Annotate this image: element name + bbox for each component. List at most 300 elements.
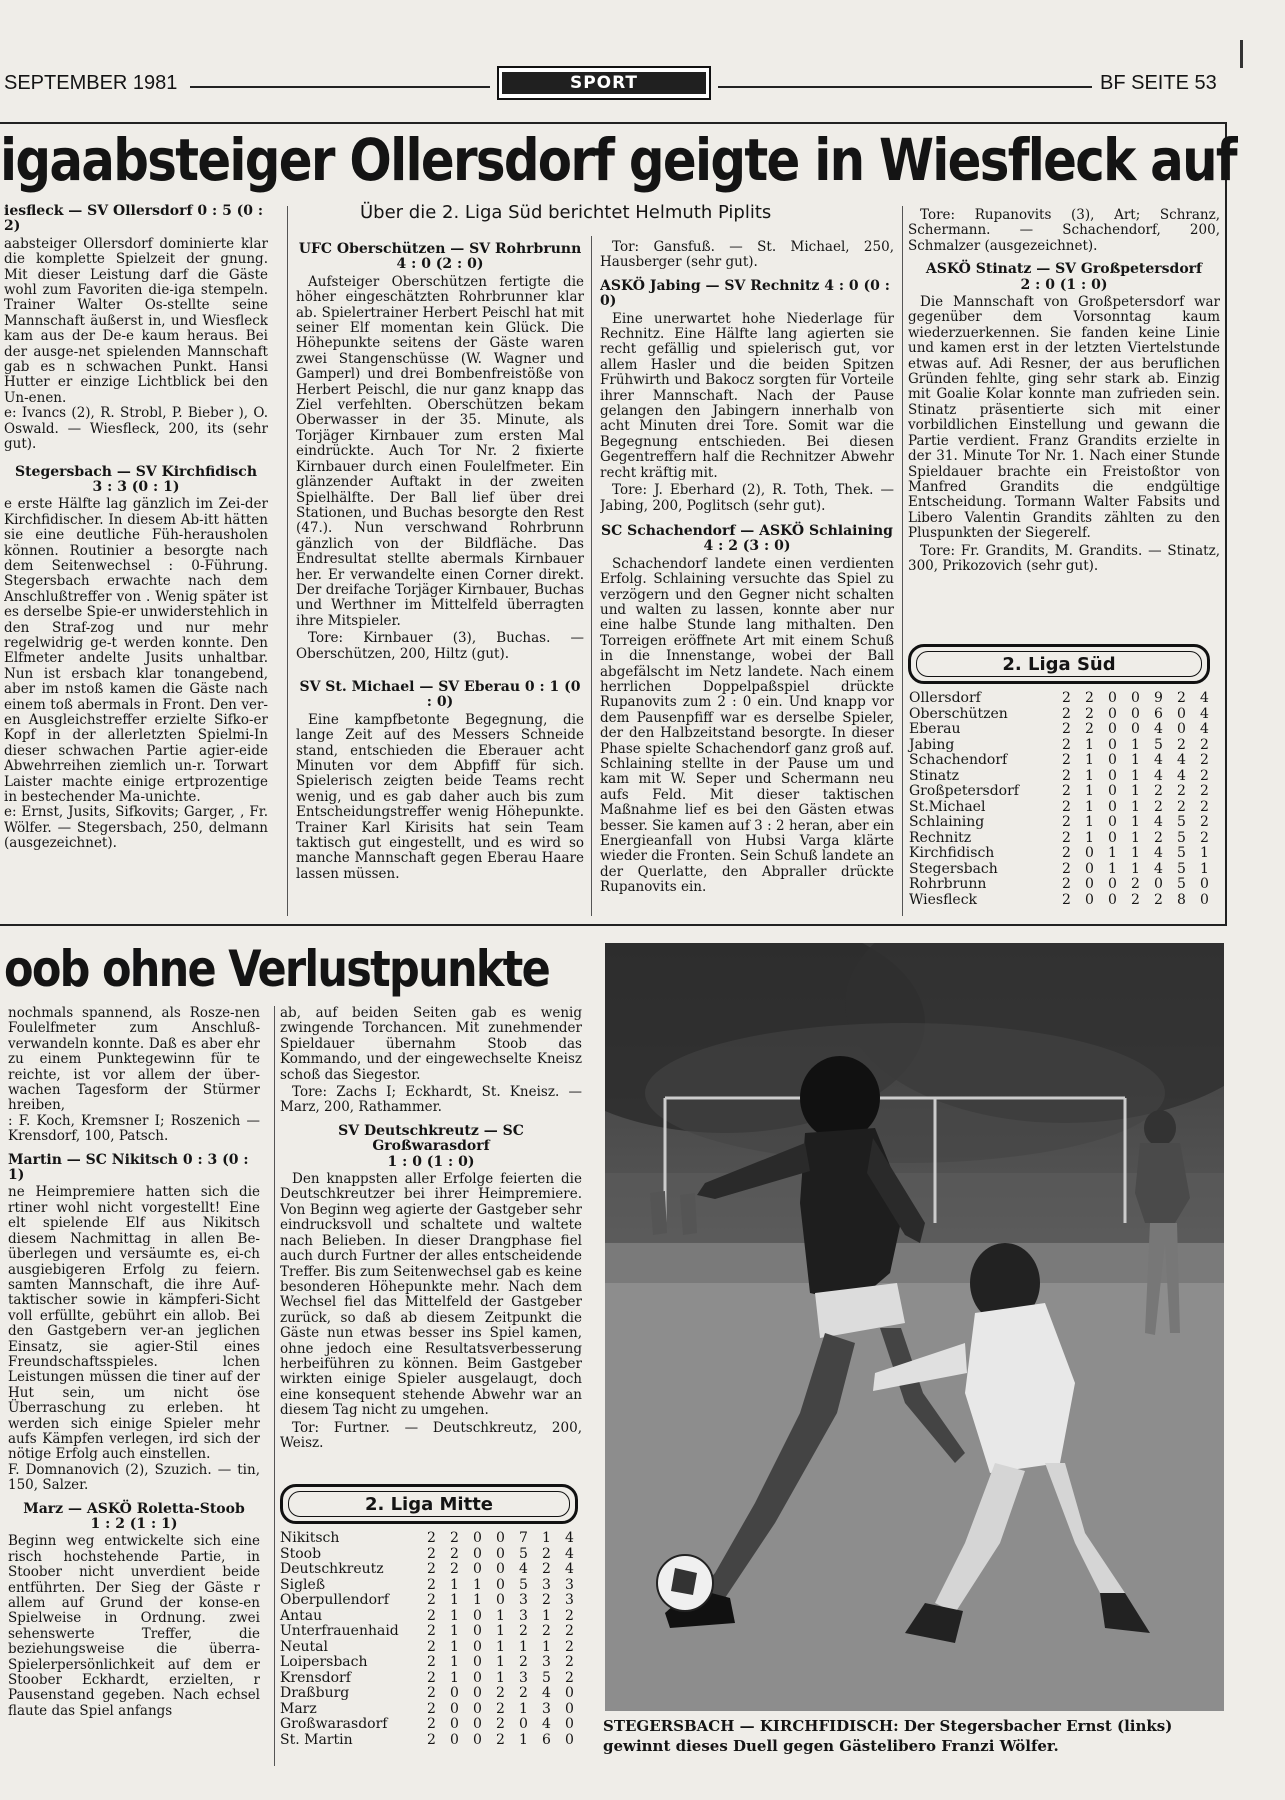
stat-value: 2 bbox=[542, 1545, 551, 1562]
game-title: SV St. Michael — SV Eberau 0 : 1 (0 : 0) bbox=[299, 678, 581, 711]
stat-value: 2 bbox=[1062, 721, 1071, 737]
team-name: Schlaining bbox=[909, 814, 985, 830]
team-name: Oberschützen bbox=[909, 705, 1008, 722]
stat-value: 0 bbox=[1108, 752, 1117, 768]
article1-column-2 bbox=[296, 238, 584, 918]
stat-value: 1 bbox=[1131, 798, 1140, 815]
article1-headline: igaabsteiger Ollersdorf geigte in Wiesfleck auf bbox=[0, 126, 1236, 194]
game-title: Martin — SC Nikitsch 0 : 3 (0 : 1) bbox=[8, 1151, 249, 1184]
column-rule bbox=[274, 1006, 275, 1766]
stat-value: 2 bbox=[542, 1592, 551, 1608]
stat-value: 2 bbox=[1154, 798, 1163, 815]
section-label bbox=[497, 66, 711, 100]
article1-column-3 bbox=[600, 240, 894, 920]
game-scorers: Tore: Rupanovits (3), Art; Schranz, Schermann. — Schachendorf, 200, Schmalzer (ausgezeichnet). bbox=[908, 208, 1220, 254]
stat-value: 0 bbox=[473, 1530, 482, 1546]
stat-value: 0 bbox=[1108, 767, 1117, 784]
stat-value: 1 bbox=[519, 1638, 528, 1655]
stat-value: 1 bbox=[496, 1607, 505, 1624]
stat-value: 2 bbox=[565, 1669, 574, 1686]
stat-value: 0 bbox=[450, 1716, 459, 1732]
stat-value: 4 bbox=[542, 1716, 551, 1732]
stat-value: 0 bbox=[496, 1576, 505, 1593]
game-title-teams: SV Deutschkreutz — SC Großwarasdorf bbox=[338, 1122, 524, 1155]
stat-value: 0 bbox=[473, 1654, 482, 1670]
stat-value: 0 bbox=[496, 1592, 505, 1608]
standings-row bbox=[909, 738, 1216, 754]
stat-value: 2 bbox=[1131, 876, 1140, 892]
game-report: Eine kampfbetonte Begegnung, die lange Zeit auf des Messers Schneide stand, entschieden die Eberauer acht Minuten vor dem Abpfiff für sich. Spielerisch zeigten beide Teams recht wenig, und es gab daher auch bis zum Entscheidungstreffer wenig Höhepunkte. Trainer Karl Kirisits hat sein Team taktisch gut eingestellt, und es wird so manche Mannschaft gegen Eberau Haare lassen müssen. bbox=[296, 711, 584, 882]
stat-value: 2 bbox=[496, 1700, 505, 1717]
stat-value: 2 bbox=[427, 1623, 436, 1639]
team-name: Neutal bbox=[280, 1638, 329, 1655]
team-name: Ollersdorf bbox=[909, 690, 981, 706]
game-title bbox=[296, 242, 584, 273]
stat-value: 0 bbox=[1108, 690, 1117, 706]
stat-value: 1 bbox=[473, 1576, 482, 1593]
team-name: Oberpullendorf bbox=[280, 1592, 389, 1608]
stat-value: 2 bbox=[427, 1592, 436, 1608]
stat-value: 0 bbox=[473, 1731, 482, 1748]
stat-value: 0 bbox=[1108, 721, 1117, 737]
stat-value: 1 bbox=[542, 1638, 551, 1655]
stat-value: 4 bbox=[565, 1561, 574, 1577]
stat-value: 2 bbox=[427, 1607, 436, 1624]
article2-headline: oob ohne Verlustpunkte bbox=[4, 940, 550, 998]
standings-row bbox=[280, 1547, 581, 1563]
stat-value: 1 bbox=[450, 1592, 459, 1608]
game-report: Beginn weg entwickelte sich eine risch hochstehende Partie, in Stoober nicht unverdient beide entführten. Der Sieg der Gäste r allem auf Grund der konse-en Spielweise in Ordnung. zwei sehenswerte Treffer, die beziehungsweise die überra-Spielerpersönlichkeit auf dem er Stoober Eckhardt, erzielten, r Pausenstand gegeben. Nach echsel flaute das Spiel anfangs bbox=[8, 1533, 260, 1719]
game-title-teams: Stegersbach — SV Kirchfidisch bbox=[14, 463, 258, 480]
game-scorers: Tore: Fr. Grandits, M. Grandits. — Stinatz, 300, Prikozovich (sehr gut). bbox=[908, 542, 1220, 574]
team-name: Stinatz bbox=[909, 767, 960, 784]
stat-value: 0 bbox=[565, 1685, 574, 1701]
stat-value: 0 bbox=[1108, 736, 1117, 753]
page-number: BF SEITE 53 bbox=[1100, 72, 1217, 94]
stat-value: 2 bbox=[1154, 783, 1163, 799]
team-name: Stoob bbox=[280, 1545, 322, 1562]
stat-value: 2 bbox=[427, 1530, 436, 1546]
stat-value: 1 bbox=[1131, 767, 1140, 784]
article1-byline: Über die 2. Liga Süd berichtet Helmuth Piplits bbox=[360, 202, 772, 223]
game-report: aabsteiger Ollersdorf dominierte klar die komplette Spielzeit der gnung. Mit dieser Leistung darf die Gäste wohl zum Favoriten die-iga stempeln. Trainer Walter Os-stellte seine Mannschaft äußerst in, und Wiesfleck kam aus der De-e kaum heraus. Bei der ausge-net spielenden Mannschaft gab es n schwachen Punkt. Hansi Hutter er einzige Lichtblick bei den Un-enen. bbox=[4, 235, 268, 406]
stat-value: 0 bbox=[1085, 860, 1094, 877]
game-scorers: Tor: Gansfuß. — St. Michael, 250, Hausberger (sehr gut). bbox=[600, 240, 894, 271]
standings-row bbox=[280, 1593, 581, 1609]
stat-value: 2 bbox=[1200, 783, 1209, 799]
stat-value: 0 bbox=[496, 1545, 505, 1562]
team-name: Antau bbox=[280, 1607, 323, 1624]
stat-value: 2 bbox=[1177, 798, 1186, 815]
stat-value: 0 bbox=[1200, 891, 1209, 908]
stat-value: 5 bbox=[1154, 736, 1163, 753]
stat-value: 2 bbox=[1200, 814, 1209, 830]
stat-value: 0 bbox=[1108, 783, 1117, 799]
team-name: Krensdorf bbox=[280, 1669, 351, 1686]
stat-value: 1 bbox=[450, 1669, 459, 1686]
stat-value: 2 bbox=[565, 1607, 574, 1624]
stat-value: 1 bbox=[1108, 860, 1117, 877]
stat-value: 5 bbox=[1177, 829, 1186, 846]
team-name: Großwarasdorf bbox=[280, 1716, 388, 1732]
stat-value: 2 bbox=[565, 1654, 574, 1670]
game-report: Den knappsten aller Erfolge feierten die Deutschkreutzer bei ihrer Heimpremiere. Von Beginn weg agierte der Gastgeber sehr eindrucksvoll und schaltete und waltete nach Belieben. In dieser Drangphase fiel auch durch Furtner der alles entscheidende Treffer. Bis zum Seitenwechsel gab es keine besonderen Höhepunkte mehr. Nach dem Wechsel fiel das Mittelfeld der Gastgeber zurück, so daß ab diesem Zeitpunkt die Gäste nun etwas besser ins Spiel kamen, ohne jedoch eine Resultatsverbesserung herbeiführen zu können. Beim Gastgeber wirkten einige Spieler ausgelaugt, doch eine konsequent stehende Abwehr war an diesem Tag nicht zu umgehen. bbox=[280, 1171, 582, 1419]
stat-value: 5 bbox=[1177, 876, 1186, 892]
stat-value: 2 bbox=[1177, 736, 1186, 753]
team-name: Marz bbox=[280, 1700, 317, 1717]
match-photo bbox=[605, 943, 1224, 1711]
game-title bbox=[600, 524, 894, 555]
standings-row bbox=[909, 815, 1216, 831]
stat-value: 0 bbox=[1108, 798, 1117, 815]
column-rule bbox=[902, 206, 903, 916]
stat-value: 2 bbox=[1131, 891, 1140, 908]
team-name: Nikitsch bbox=[280, 1530, 340, 1546]
stat-value: 1 bbox=[496, 1638, 505, 1655]
stat-value: 2 bbox=[1085, 721, 1094, 737]
stat-value: 0 bbox=[1200, 876, 1209, 892]
stat-value: 0 bbox=[473, 1545, 482, 1562]
stat-value: 2 bbox=[1062, 752, 1071, 768]
team-name: Stegersbach bbox=[909, 860, 998, 877]
stat-value: 3 bbox=[519, 1607, 528, 1624]
stat-value: 8 bbox=[1177, 891, 1186, 908]
stat-value: 4 bbox=[542, 1685, 551, 1701]
stat-value: 1 bbox=[1131, 814, 1140, 830]
stat-value: 1 bbox=[496, 1669, 505, 1686]
stat-value: 4 bbox=[1177, 767, 1186, 784]
stat-value: 0 bbox=[519, 1716, 528, 1732]
standings-table-mitte bbox=[280, 1531, 581, 1748]
stat-value: 2 bbox=[1200, 736, 1209, 753]
game-title-teams: ASKÖ Stinatz — SV Großpetersdorf bbox=[925, 261, 1203, 278]
stat-value: 0 bbox=[450, 1700, 459, 1717]
team-name: Großpetersdorf bbox=[909, 783, 1019, 799]
team-name: Schachendorf bbox=[909, 752, 1008, 768]
table-title: 2. Liga Süd bbox=[1002, 653, 1116, 675]
stat-value: 0 bbox=[565, 1731, 574, 1748]
header-rule-right bbox=[718, 86, 1092, 88]
stat-value: 2 bbox=[1062, 798, 1071, 815]
standings-row bbox=[909, 691, 1216, 707]
standings-row bbox=[280, 1686, 581, 1702]
column-rule bbox=[591, 236, 592, 916]
stat-value: 1 bbox=[1131, 752, 1140, 768]
standings-row bbox=[280, 1733, 581, 1749]
stat-value: 1 bbox=[1131, 860, 1140, 877]
stat-value: 4 bbox=[565, 1530, 574, 1546]
stat-value: 6 bbox=[1154, 705, 1163, 722]
standings-row bbox=[280, 1640, 581, 1656]
article2-column-2 bbox=[280, 1006, 582, 1466]
stat-value: 0 bbox=[473, 1607, 482, 1624]
stat-value: 4 bbox=[1154, 845, 1163, 861]
stat-value: 2 bbox=[450, 1545, 459, 1562]
stat-value: 1 bbox=[1131, 783, 1140, 799]
game-title-score: 2 : 0 (1 : 0) bbox=[1020, 276, 1108, 293]
stat-value: 2 bbox=[1062, 876, 1071, 892]
standings-row bbox=[280, 1624, 581, 1640]
stat-value: 1 bbox=[1085, 814, 1094, 830]
game-report: ab, auf beiden Seiten gab es wenig zwingende Torchancen. Mit zunehmender Spieldauer übernahm Stoob das Kommando, und der eingewechselte Kneisz schoß das Siegestor. bbox=[280, 1006, 582, 1083]
stat-value: 0 bbox=[1085, 876, 1094, 892]
game-title: iesfleck — SV Ollersdorf 0 : 5 (0 : 2) bbox=[4, 204, 264, 235]
stat-value: 2 bbox=[1062, 814, 1071, 830]
stat-value: 2 bbox=[427, 1700, 436, 1717]
stat-value: 2 bbox=[427, 1545, 436, 1562]
game-title bbox=[4, 465, 268, 496]
team-name: Kirchfidisch bbox=[909, 845, 995, 861]
team-name: Rohrbrunn bbox=[909, 876, 987, 892]
issue-date: SEPTEMBER 1981 bbox=[4, 72, 178, 94]
stat-value: 0 bbox=[450, 1685, 459, 1701]
stat-value: 1 bbox=[450, 1623, 459, 1639]
game-scorers: F. Domnanovich (2), Szuzich. — tin, 150, Salzer. bbox=[8, 1461, 260, 1494]
game-title: ASKÖ Jabing — SV Rechnitz 4 : 0 (0 : 0) bbox=[600, 277, 890, 310]
game-report: Eine unerwartet hohe Niederlage für Rechnitz. Eine Hälfte lang agierten sie recht gefällig und spielerisch gut, vor allem Hasler und die beiden Spitzen Frühwirth und Bakocz sorgten für Vorteile ihrer Mannschaft. Nach der Pause gelangen den Jabingern innerhalb von acht Minuten drei Tore. Somit war die Begegnung entschieden. Bei diesen Gegentreffern half die Rechnitzer Abwehr recht kräftig mit. bbox=[600, 310, 894, 481]
stat-value: 1 bbox=[1131, 829, 1140, 846]
match-photo-illustration bbox=[605, 943, 1224, 1711]
stat-value: 0 bbox=[1085, 845, 1094, 861]
stat-value: 0 bbox=[1108, 891, 1117, 908]
stat-value: 0 bbox=[473, 1623, 482, 1639]
stat-value: 2 bbox=[427, 1576, 436, 1593]
stat-value: 2 bbox=[1154, 891, 1163, 908]
stat-value: 0 bbox=[473, 1561, 482, 1577]
stat-value: 1 bbox=[1131, 845, 1140, 861]
stat-value: 3 bbox=[519, 1669, 528, 1686]
stat-value: 1 bbox=[450, 1654, 459, 1670]
section-label-text: SPORT bbox=[502, 72, 706, 94]
article2-column-1 bbox=[8, 1006, 260, 1786]
stat-value: 4 bbox=[1177, 752, 1186, 768]
stat-value: 4 bbox=[1200, 690, 1209, 706]
table-title-box bbox=[908, 644, 1210, 684]
stat-value: 4 bbox=[1154, 767, 1163, 784]
game-report: e erste Hälfte lag gänzlich im Zei-der Kirchfidischer. In diesem Ab-itt hätten sie eine deutliche Füh-herausholen können. Routinier a besorgte nach dem Seitenwechsel : 0-Führung. Stegersbach erwachte nach dem Anschlußtreffer von . Wenig später ist es derselbe Spie-er unwiderstehlich in den Straf-zog und nur mehr regelwidrig ge-t werden konnte. Den Elfmeter andelte Jusits unhaltbar. Nun ist ersbach klar tonangebend, aber im nstoß kamen die Gäste nach einem toß abermals in Front. Den ver-en Ausgleichstreffer erzielte Sifko-er Kopf in der allerletzten Spielmi-In dieser schwachen Partie agier-eide Abwehrreihen ziemlich un-r. Torwart Laister machte einige ertprozentige in bestechender Ma-unichte. bbox=[4, 496, 268, 806]
stat-value: 2 bbox=[1200, 752, 1209, 768]
stat-value: 1 bbox=[519, 1731, 528, 1748]
stat-value: 2 bbox=[1200, 798, 1209, 815]
stat-value: 0 bbox=[1108, 814, 1117, 830]
stat-value: 2 bbox=[519, 1685, 528, 1701]
stat-value: 2 bbox=[1085, 690, 1094, 706]
team-name: St.Michael bbox=[909, 798, 986, 815]
stat-value: 0 bbox=[496, 1530, 505, 1546]
standings-row bbox=[909, 800, 1216, 816]
team-name: Sigleß bbox=[280, 1576, 326, 1593]
standings-row bbox=[909, 862, 1216, 878]
stat-value: 1 bbox=[496, 1654, 505, 1670]
stat-value: 2 bbox=[496, 1685, 505, 1701]
stat-value: 0 bbox=[1131, 721, 1140, 737]
stat-value: 1 bbox=[496, 1623, 505, 1639]
stat-value: 0 bbox=[1154, 876, 1163, 892]
stat-value: 0 bbox=[473, 1685, 482, 1701]
stat-value: 0 bbox=[1131, 705, 1140, 722]
standings-row bbox=[909, 753, 1216, 769]
stat-value: 1 bbox=[1085, 783, 1094, 799]
team-name: Unterfrauenhaid bbox=[280, 1623, 399, 1639]
standings-row bbox=[909, 877, 1216, 893]
stat-value: 0 bbox=[565, 1716, 574, 1732]
stat-value: 4 bbox=[1154, 721, 1163, 737]
stat-value: 2 bbox=[1177, 690, 1186, 706]
game-report: Die Mannschaft von Großpetersdorf war gegenüber dem Vorsonntag kaum wiederzuerkennen. Sie fanden keine Linie und kamen erst in der letzten Viertelstunde etwas auf. Adi Resner, der aus beruflichen Gründen fehlte, ging sehr stark ab. Einzig mit Goalie Kolar konnte man zufrieden sein. Stinatz präsentierte sich mit einer vorbildlichen Einstellung und gewann die Partie verdient. Franz Grandits erzielte in der 31. Minute Tor Nr. 1. Nach einer Stunde Spieldauer brachte ein Freistoßtor von Manfred Grandits die endgültige Entscheidung. Tormann Walter Fabsits und Libero Valentin Grandits zählten zu den Pluspunkten der Siegerelf. bbox=[908, 294, 1220, 542]
standings-row bbox=[909, 722, 1216, 738]
stat-value: 1 bbox=[1085, 829, 1094, 846]
stat-value: 4 bbox=[1154, 860, 1163, 877]
team-name: Wiesfleck bbox=[909, 891, 978, 908]
table-title-box bbox=[280, 1484, 578, 1524]
team-name: Rechnitz bbox=[909, 829, 972, 846]
stat-value: 1 bbox=[1108, 845, 1117, 861]
team-name: Loipersbach bbox=[280, 1654, 368, 1670]
stat-value: 5 bbox=[519, 1576, 528, 1593]
stat-value: 0 bbox=[1085, 891, 1094, 908]
stat-value: 2 bbox=[1062, 829, 1071, 846]
game-title-score: 1 : 2 (1 : 1) bbox=[90, 1516, 178, 1532]
stat-value: 1 bbox=[519, 1700, 528, 1717]
stat-value: 7 bbox=[519, 1530, 528, 1546]
stat-value: 0 bbox=[496, 1561, 505, 1577]
stat-value: 2 bbox=[450, 1530, 459, 1546]
game-title bbox=[8, 1502, 260, 1533]
stat-value: 1 bbox=[1200, 845, 1209, 861]
game-scorers: Tore: Zachs I; Eckhardt, St. Kneisz. — Marz, 200, Rathammer. bbox=[280, 1084, 582, 1116]
stat-value: 3 bbox=[542, 1576, 551, 1593]
stat-value: 1 bbox=[1085, 752, 1094, 768]
stat-value: 0 bbox=[565, 1700, 574, 1717]
stat-value: 2 bbox=[427, 1685, 436, 1701]
game-scorers: e: Ivancs (2), R. Strobl, P. Bieber ), O. Oswald. — Wiesfleck, 200, its (sehr gut). bbox=[4, 405, 268, 453]
stat-value: 2 bbox=[427, 1669, 436, 1686]
stat-value: 1 bbox=[473, 1592, 482, 1608]
stat-value: 6 bbox=[542, 1731, 551, 1748]
standings-row bbox=[909, 831, 1216, 847]
stat-value: 2 bbox=[496, 1716, 505, 1732]
standings-row bbox=[280, 1717, 581, 1733]
stat-value: 5 bbox=[1177, 845, 1186, 861]
stat-value: 3 bbox=[565, 1592, 574, 1608]
stat-value: 0 bbox=[1108, 705, 1117, 722]
standings-row bbox=[280, 1671, 581, 1687]
standings-row bbox=[909, 893, 1216, 909]
stat-value: 5 bbox=[519, 1545, 528, 1562]
stat-value: 4 bbox=[519, 1561, 528, 1577]
stat-value: 2 bbox=[427, 1716, 436, 1732]
standings-table-sued bbox=[909, 691, 1216, 908]
game-scorers: : F. Koch, Kremsner I; Roszenich — Krensdorf, 100, Patsch. bbox=[8, 1112, 260, 1145]
game-title-score: 4 : 0 (2 : 0) bbox=[396, 256, 484, 273]
stat-value: 1 bbox=[1200, 860, 1209, 877]
stat-value: 2 bbox=[1062, 705, 1071, 722]
game-title-score: 3 : 3 (0 : 1) bbox=[92, 478, 180, 495]
stat-value: 2 bbox=[1085, 705, 1094, 722]
stat-value: 2 bbox=[1200, 829, 1209, 846]
stat-value: 5 bbox=[1177, 814, 1186, 830]
stat-value: 2 bbox=[1062, 845, 1071, 861]
stat-value: 2 bbox=[519, 1623, 528, 1639]
team-name: Jabing bbox=[909, 736, 955, 753]
stat-value: 2 bbox=[496, 1731, 505, 1748]
stat-value: 2 bbox=[1062, 891, 1071, 908]
stat-value: 0 bbox=[1108, 876, 1117, 892]
standings-row bbox=[280, 1578, 581, 1594]
stat-value: 3 bbox=[542, 1654, 551, 1670]
stat-value: 0 bbox=[1177, 721, 1186, 737]
photo-caption: STEGERSBACH — KIRCHFIDISCH: Der Stegersbacher Ernst (links) gewinnt dieses Duell gegen Gästelibero Franzi Wölfer. bbox=[603, 1717, 1173, 1755]
game-title-score: 4 : 2 (3 : 0) bbox=[703, 538, 791, 555]
stat-value: 0 bbox=[1131, 690, 1140, 706]
stat-value: 2 bbox=[565, 1623, 574, 1639]
stat-value: 1 bbox=[542, 1530, 551, 1546]
stat-value: 5 bbox=[542, 1669, 551, 1686]
stat-value: 1 bbox=[450, 1607, 459, 1624]
stat-value: 2 bbox=[542, 1623, 551, 1639]
stat-value: 0 bbox=[473, 1669, 482, 1686]
stat-value: 2 bbox=[1062, 783, 1071, 799]
stat-value: 0 bbox=[473, 1700, 482, 1717]
stat-value: 4 bbox=[1154, 752, 1163, 768]
stat-value: 2 bbox=[1062, 690, 1071, 706]
stat-value: 0 bbox=[473, 1716, 482, 1732]
standings-row bbox=[909, 707, 1216, 723]
stat-value: 1 bbox=[1085, 798, 1094, 815]
stat-value: 2 bbox=[427, 1561, 436, 1577]
stat-value: 1 bbox=[450, 1576, 459, 1593]
stat-value: 1 bbox=[1085, 767, 1094, 784]
stat-value: 2 bbox=[1154, 829, 1163, 846]
stat-value: 4 bbox=[1200, 705, 1209, 722]
stat-value: 3 bbox=[519, 1592, 528, 1608]
stat-value: 4 bbox=[1154, 814, 1163, 830]
game-title-teams: Marz — ASKÖ Roletta-Stoob bbox=[23, 1500, 245, 1517]
standings-row bbox=[280, 1562, 581, 1578]
stat-value: 0 bbox=[473, 1638, 482, 1655]
stat-value: 2 bbox=[1062, 736, 1071, 753]
stat-value: 5 bbox=[1177, 860, 1186, 877]
stat-value: 0 bbox=[1108, 829, 1117, 846]
stat-value: 0 bbox=[450, 1731, 459, 1748]
standings-row bbox=[909, 769, 1216, 785]
game-scorers: e: Ernst, Jusits, Sifkovits; Garger, , Fr. Wölfer. — Stegersbach, 250, delmann (ausgezeichnet). bbox=[4, 804, 268, 852]
stat-value: 1 bbox=[1085, 736, 1094, 753]
team-name: St. Martin bbox=[280, 1731, 353, 1748]
stat-value: 2 bbox=[542, 1561, 551, 1577]
header-rule-left bbox=[190, 86, 490, 88]
game-title bbox=[908, 262, 1220, 293]
game-title bbox=[280, 1124, 582, 1170]
standings-row bbox=[909, 846, 1216, 862]
stat-value: 2 bbox=[1200, 767, 1209, 784]
team-name: Draßburg bbox=[280, 1685, 350, 1701]
stat-value: 2 bbox=[519, 1654, 528, 1670]
stat-value: 4 bbox=[565, 1545, 574, 1562]
team-name: Deutschkreutz bbox=[280, 1561, 384, 1577]
game-title-teams: UFC Oberschützen — SV Rohrbrunn bbox=[298, 241, 582, 257]
stat-value: 2 bbox=[1177, 783, 1186, 799]
game-report: Aufsteiger Oberschützen fertigte die höher eingeschätzten Rohrbrunner klar ab. Spielertrainer Herbert Peischl hat mit seiner Elf momentan kein Glück. Die Höhepunkte seitens der Gäste waren zwei Stangenschüsse (W. Wagner und Gamperl) und drei Bombenfreistöße von Herbert Peischl, die nur ganz knapp das Ziel verfehlten. Oberschützen bekam Oberwasser in der 35. Minute, als Torjäger Kirnbauer zum ersten Mal eindrückte. Auch Tor Nr. 2 fixierte Kirnbauer durch einen Foulelfmeter. Ein glänzender Auftakt in der zweiten Spielhälfte. Der Ball lief über drei Stationen, und Buchas besorgte den Rest (47.). Nun verschwand Rohrbrunn gänzlich von der Bildfläche. Das Endresultat stellte abermals Kirnbauer her. Er verwandelte einen Corner direkt. Der dreifache Torjäger Kirnbauer, Buchas und Werthner im Mittelfeld überragten ihre Mitspieler. bbox=[296, 273, 584, 629]
stat-value: 2 bbox=[450, 1561, 459, 1577]
game-report: nochmals spannend, als Rosze-nen Foulelfmeter zum Anschluß-verwandeln konnte. Daß es aber ehr zu einem Punktegewinn für te reichte, ist vor allem der über-wachen Tagesform der Stürmer hreiben, bbox=[8, 1006, 260, 1114]
game-report: Schachendorf landete einen verdienten Erfolg. Schlaining versuchte das Spiel zu verzögern und den Gegner nicht schalten und walten zu lassen, konnte aber nur eine halbe Stunde lang mithalten. Den Torreigen eröffnete Art mit einem Schuß in die Innenstange, wobei der Ball abgefälscht im Netz landete. Nach einem herrlichen Doppelpaßspiel drückte Rupanovits zum 2 : 0 ein. Und knapp vor dem Pausenpfiff war es derselbe Spieler, der den Halbzeitstand besorgte. In dieser Phase spielte Schachendorf ganz groß auf. Schlaining stellte in der Pause um und kam mit W. Seper und Schermann neu aufs Feld. Mit dieser taktischen Maßnahme lief es bei den Gästen etwas besser. Sie kamen auf 3 : 2 heran, aber ein Energieanfall von Hubsi Varga klärte wieder die Fronten. Sein Schuß landete an der Querlatte, den Abpraller drückte Rupanovits ein. bbox=[600, 555, 894, 896]
stat-value: 2 bbox=[1062, 767, 1071, 784]
table-title: 2. Liga Mitte bbox=[364, 1493, 494, 1515]
standings-row bbox=[280, 1609, 581, 1625]
game-scorers: Tor: Furtner. — Deutschkreutz, 200, Weisz. bbox=[280, 1419, 582, 1451]
article1-column-4 bbox=[908, 208, 1220, 608]
